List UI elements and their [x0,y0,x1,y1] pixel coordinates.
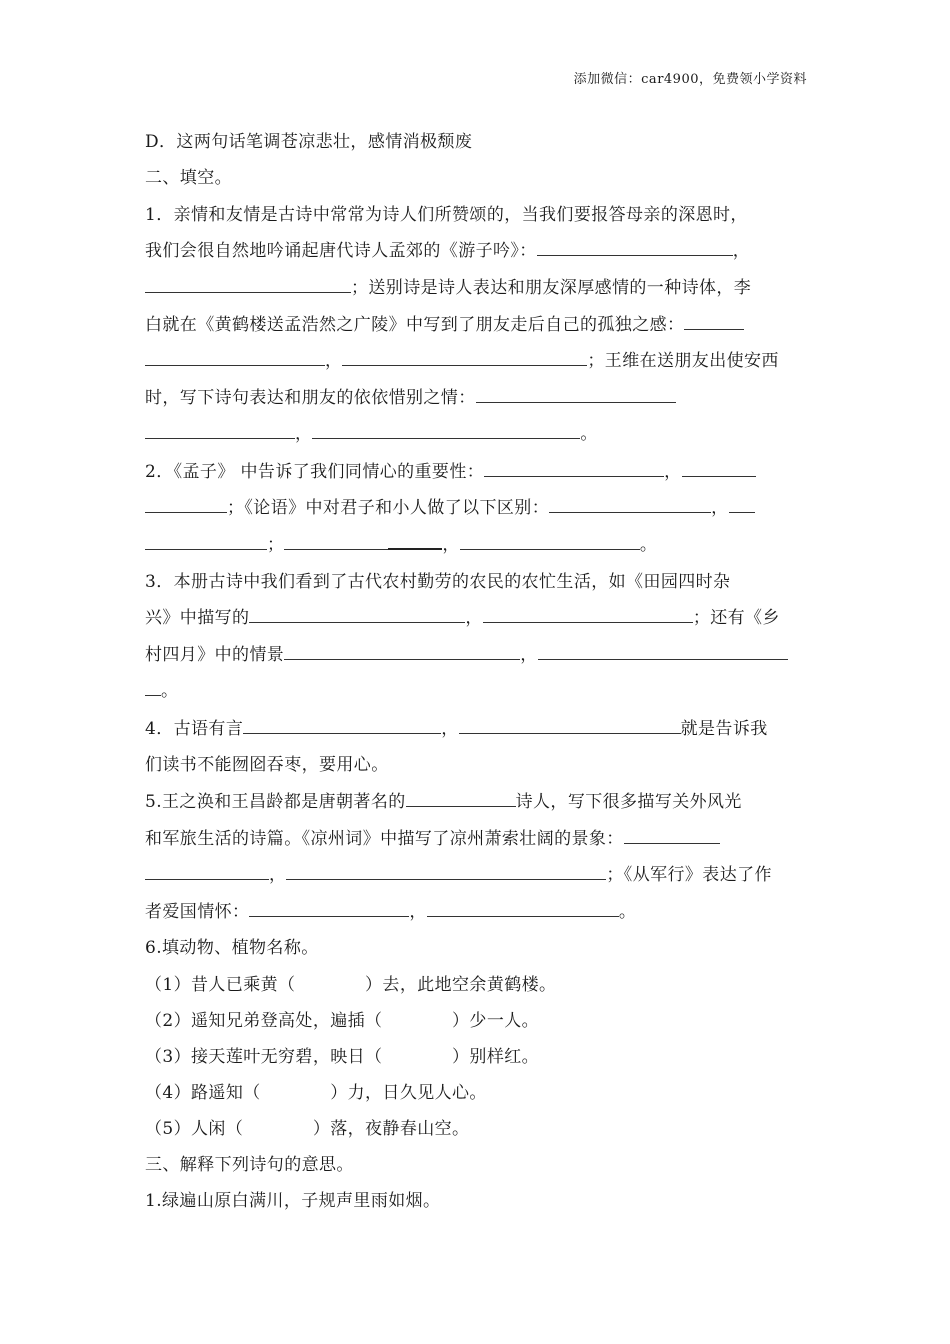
answer-blank[interactable] [145,498,227,513]
text: ， [520,645,538,665]
text: 就是告诉我 [680,719,768,739]
answer-blank[interactable] [388,534,442,550]
section-two-heading: 二、填空。 [145,168,232,188]
q6-item-4: （4）路遥知（ ）力，日久见人心。 [145,1083,487,1103]
section-three-item-1: 1.绿遍山原白满川，子规声里雨如烟。 [145,1191,441,1211]
answer-blank[interactable] [145,535,267,550]
q6-heading: 6.填动物、植物名称。 [145,938,319,958]
answer-blank[interactable] [682,462,756,477]
q2-line-2 [145,493,755,518]
q6-item-2: （2）遥知兄弟登高处，遍插（ ）少一人。 [145,1011,540,1031]
q5-line-4 [145,897,636,922]
answer-blank[interactable] [427,902,619,917]
q1-line-5 [145,346,779,371]
text: ； [267,535,285,555]
q3-line-2 [145,603,780,628]
text: 2．《孟子》 中告诉了我们同情心的重要性： [145,462,485,482]
q5-line-1 [145,787,742,812]
text: ， [409,902,427,922]
text: 。 [161,681,179,701]
text: 兴》中描写的 [145,608,250,628]
answer-blank[interactable] [476,388,676,403]
text: ， [732,241,751,261]
option-d: D．这两句话笔调苍凉悲壮，感情消极颓废 [145,132,473,152]
text: 诗人，写下很多描写关外风光 [515,792,742,812]
answer-blank[interactable] [243,719,441,734]
answer-blank[interactable] [406,792,516,807]
text: ， [711,498,729,518]
q1-line-1: 1．亲情和友情是古诗中常常为诗人们所赞颂的，当我们要报答母亲的深恩时， [145,205,748,225]
text: ；送别诗是诗人表达和朋友深厚感情的一种诗体，李 [351,278,752,298]
answer-blank[interactable] [145,424,295,439]
q3-line-3 [145,640,788,665]
q3-line-1: 3．本册古诗中我们看到了古代农村勤劳的农民的农忙生活，如《田园四时杂 [145,572,731,592]
answer-blank[interactable] [537,241,733,256]
text: 。 [618,902,637,922]
answer-blank[interactable] [484,462,664,477]
q2-line-3 [145,530,657,555]
text: 白就在《黄鹤楼送孟浩然之广陵》中写到了朋友走后自己的孤独之感： [145,315,685,335]
text: ， [442,535,460,555]
text: 。 [639,535,658,555]
text: ， [441,719,459,739]
answer-blank[interactable] [549,498,711,513]
q1-line-6 [145,383,676,408]
text: 我们会很自然地吟诵起唐代诗人孟郊的《游子吟》： [145,241,537,261]
q1-line-3 [145,273,751,298]
answer-blank[interactable] [624,829,720,844]
text: 5.王之涣和王昌龄都是唐朝著名的 [145,792,406,812]
q6-item-3: （3）接天莲叶无穷碧，映日（ ）别样红。 [145,1047,540,1067]
text: ；还有《乡 [692,608,780,628]
answer-blank[interactable] [249,608,465,623]
section-three-heading: 三、解释下列诗句的意思。 [145,1155,354,1175]
answer-blank[interactable] [483,608,693,623]
answer-blank[interactable] [538,645,788,660]
answer-blank[interactable] [460,535,640,550]
q1-line-7 [145,419,598,444]
answer-blank[interactable] [145,681,161,696]
answer-blank[interactable] [284,535,388,550]
answer-blank[interactable] [342,351,587,366]
text: ；《论语》中对君子和小人做了以下区别： [227,498,550,518]
answer-blank[interactable] [286,865,606,880]
text: 者爱国情怀： [145,902,250,922]
answer-blank[interactable] [312,424,580,439]
answer-blank[interactable] [145,865,269,880]
text: ， [465,608,483,628]
answer-blank[interactable] [249,902,409,917]
answer-blank[interactable] [284,645,520,660]
text: 时，写下诗句表达和朋友的依依惜别之情： [145,388,476,408]
answer-blank[interactable] [145,351,325,366]
text: 和军旅生活的诗篇。《凉州词》中描写了凉州萧索壮阔的景象： [145,829,624,849]
text: ；王维在送朋友出使安西 [587,351,779,371]
text: 。 [580,424,598,444]
q4-line-2: 们读书不能囫囵吞枣，要用心。 [145,755,389,775]
q4-line-1 [145,714,768,739]
text: ；《从军行》表达了作 [606,865,772,885]
q3-line-4 [145,676,178,701]
answer-blank[interactable] [729,498,755,513]
text: ， [325,351,343,371]
q5-line-2 [145,824,720,849]
answer-blank[interactable] [684,315,744,330]
text: ， [295,424,313,444]
q1-line-4 [145,310,744,335]
answer-blank[interactable] [459,719,681,734]
page-header-note: 添加微信：car4900，免费领小学资料 [573,72,807,87]
q1-line-2 [145,236,750,261]
q2-line-1 [145,457,756,482]
q6-item-1: （1）昔人已乘黄（ ）去，此地空余黄鹤楼。 [145,975,557,995]
text: 村四月》中的情景 [145,645,285,665]
text: 4．古语有言 [145,719,244,739]
q6-item-5: （5）人闲（ ）落，夜静春山空。 [145,1119,470,1139]
q5-line-3 [145,860,772,885]
text: ， [269,865,287,885]
answer-blank[interactable] [145,278,351,293]
text: ， [664,462,682,482]
